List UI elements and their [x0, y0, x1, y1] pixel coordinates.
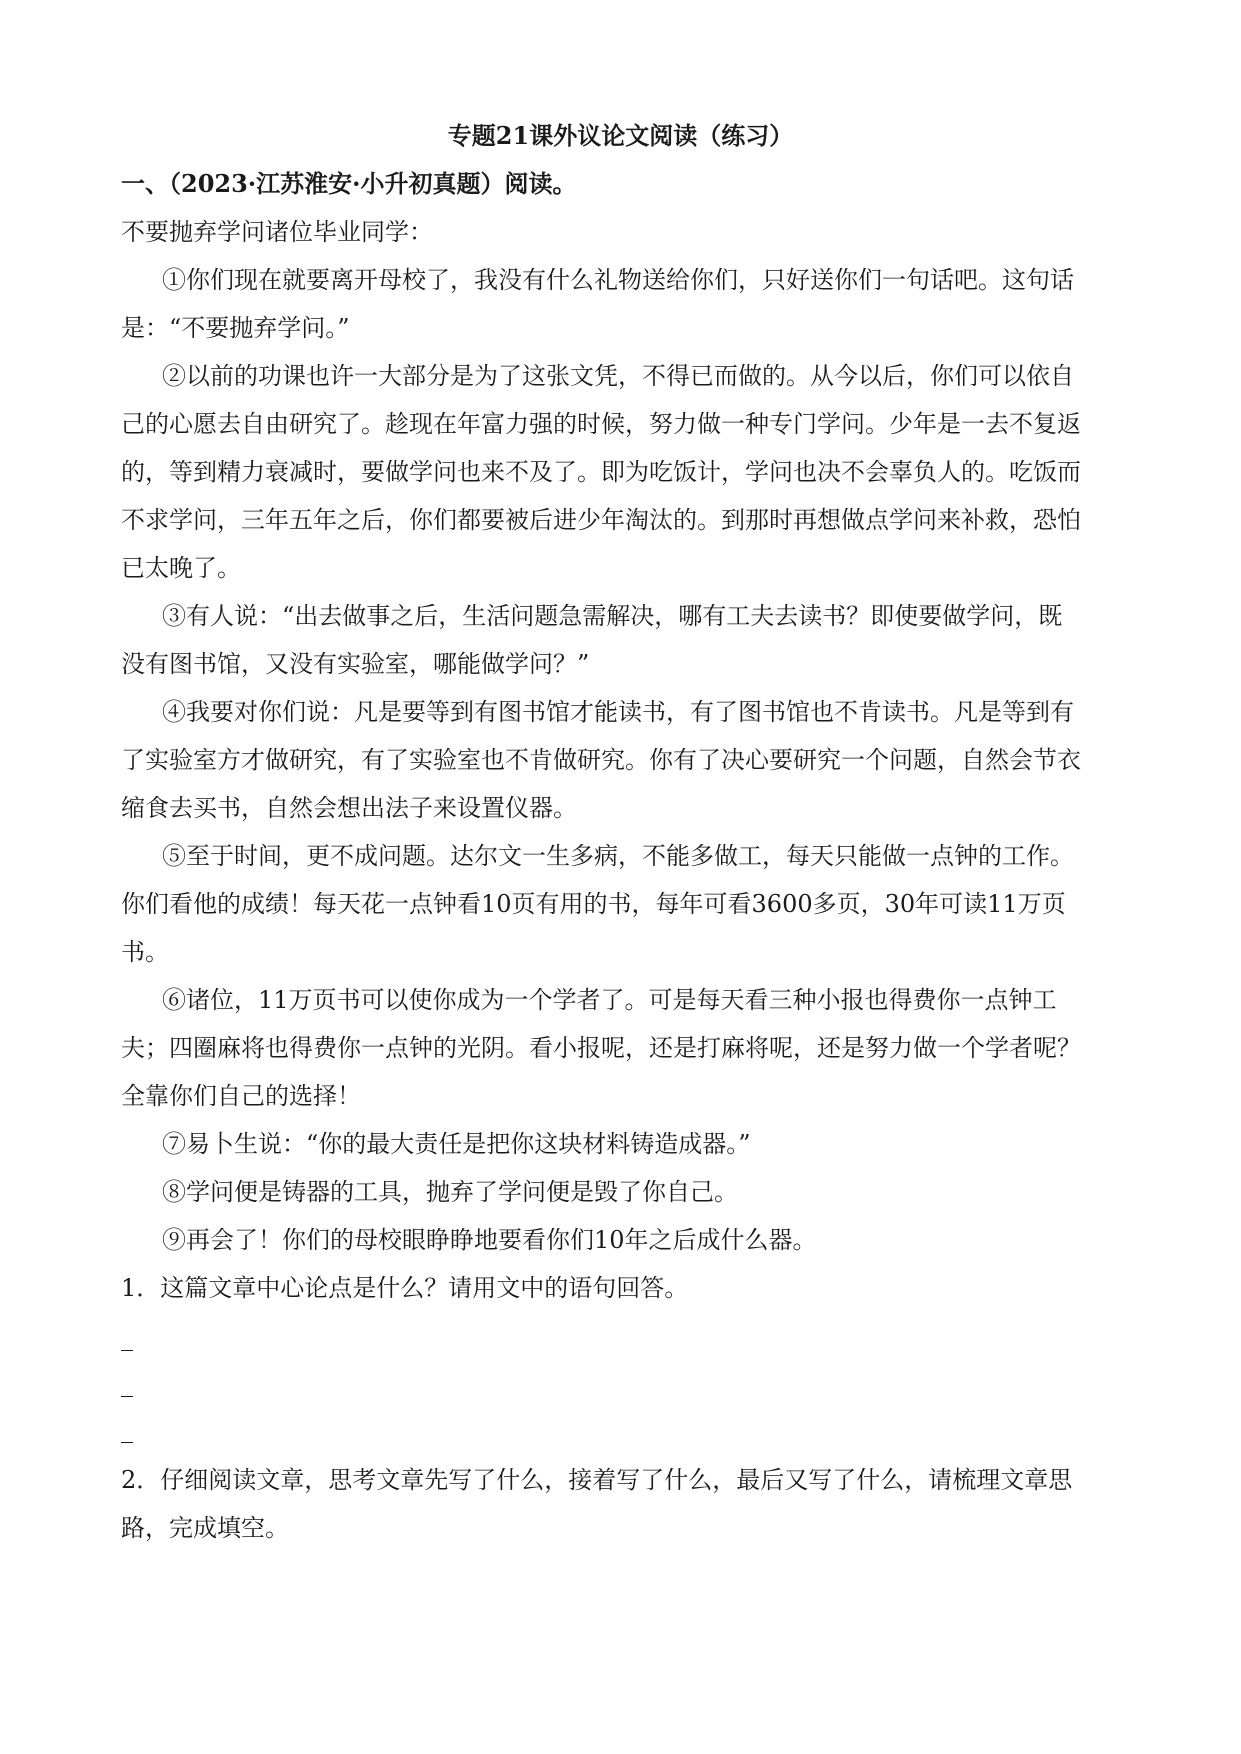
paragraph-5-line-2: 你们看他的成绩！每天花一点钟看10页有用的书，每年可看3600多页，30年可读11万页 [121, 890, 1066, 918]
paragraph-5-line-1: ⑤至于时间，更不成问题。达尔文一生多病，不能多做工，每天只能做一点钟的工作。 [162, 842, 1074, 870]
answer-blank-2 [121, 1396, 133, 1397]
paragraph-1-line-2: 是：“不要抛弃学问。” [121, 314, 350, 342]
paragraph-6-line-2: 夫；四圈麻将也得费你一点钟的光阴。看小报呢，还是打麻将呢，还是努力做一个学者呢？ [121, 1034, 1081, 1062]
paragraph-7-line-1: ⑦易卜生说：“你的最大责任是把你这块材料铸造成器。” [162, 1130, 751, 1158]
question-2-line-2: 路，完成填空。 [121, 1514, 289, 1542]
paragraph-3-line-2: 没有图书馆，又没有实验室，哪能做学问？” [121, 650, 590, 678]
paragraph-4-line-3: 缩食去买书，自然会想出法子来设置仪器。 [121, 794, 577, 822]
paragraph-2-line-5: 已太晚了。 [121, 554, 241, 582]
answer-blank-3 [121, 1442, 133, 1443]
answer-blank-1 [121, 1350, 133, 1351]
paragraph-2-line-4: 不求学问，三年五年之后，你们都要被后进少年淘汰的。到那时再想做点学问来补救，恐怕 [121, 506, 1081, 534]
paragraph-3-line-1: ③有人说：“出去做事之后，生活问题急需解决，哪有工夫去读书？即使要做学问，既 [162, 602, 1063, 630]
question-1: 1．这篇文章中心论点是什么？请用文中的语句回答。 [121, 1274, 689, 1302]
page-title: 专题21课外议论文阅读（练习） [447, 121, 794, 150]
paragraph-9-line-1: ⑨再会了！你们的母校眼睁睁地要看你们10年之后成什么器。 [162, 1226, 817, 1254]
section-heading: 一、（2023·江苏淮安·小升初真题）阅读。 [121, 169, 577, 198]
paragraph-8-line-1: ⑧学问便是铸器的工具，抛弃了学问便是毁了你自己。 [162, 1178, 738, 1206]
paragraph-2-line-3: 的，等到精力衰减时，要做学问也来不及了。即为吃饭计，学问也决不会辜负人的。吃饭而 [121, 458, 1081, 486]
article-title: 不要抛弃学问诸位毕业同学： [121, 218, 433, 246]
paragraph-2-line-2: 己的心愿去自由研究了。趁现在年富力强的时候，努力做一种专门学问。少年是一去不复返 [121, 410, 1081, 438]
paragraph-4-line-1: ④我要对你们说：凡是要等到有图书馆才能读书，有了图书馆也不肯读书。凡是等到有 [162, 698, 1074, 726]
paragraph-2-line-1: ②以前的功课也许一大部分是为了这张文凭，不得已而做的。从今以后，你们可以依自 [162, 362, 1074, 390]
paragraph-5-line-3: 书。 [121, 938, 169, 966]
paragraph-4-line-2: 了实验室方才做研究，有了实验室也不肯做研究。你有了决心要研究一个问题，自然会节衣 [121, 746, 1081, 774]
paragraph-6-line-3: 全靠你们自己的选择！ [121, 1082, 361, 1110]
paragraph-6-line-1: ⑥诸位，11万页书可以使你成为一个学者了。可是每天看三种小报也得费你一点钟工 [162, 986, 1057, 1014]
paragraph-1-line-1: ①你们现在就要离开母校了，我没有什么礼物送给你们，只好送你们一句话吧。这句话 [162, 266, 1074, 294]
question-2-line-1: 2．仔细阅读文章，思考文章先写了什么，接着写了什么，最后又写了什么，请梳理文章思 [121, 1466, 1073, 1494]
